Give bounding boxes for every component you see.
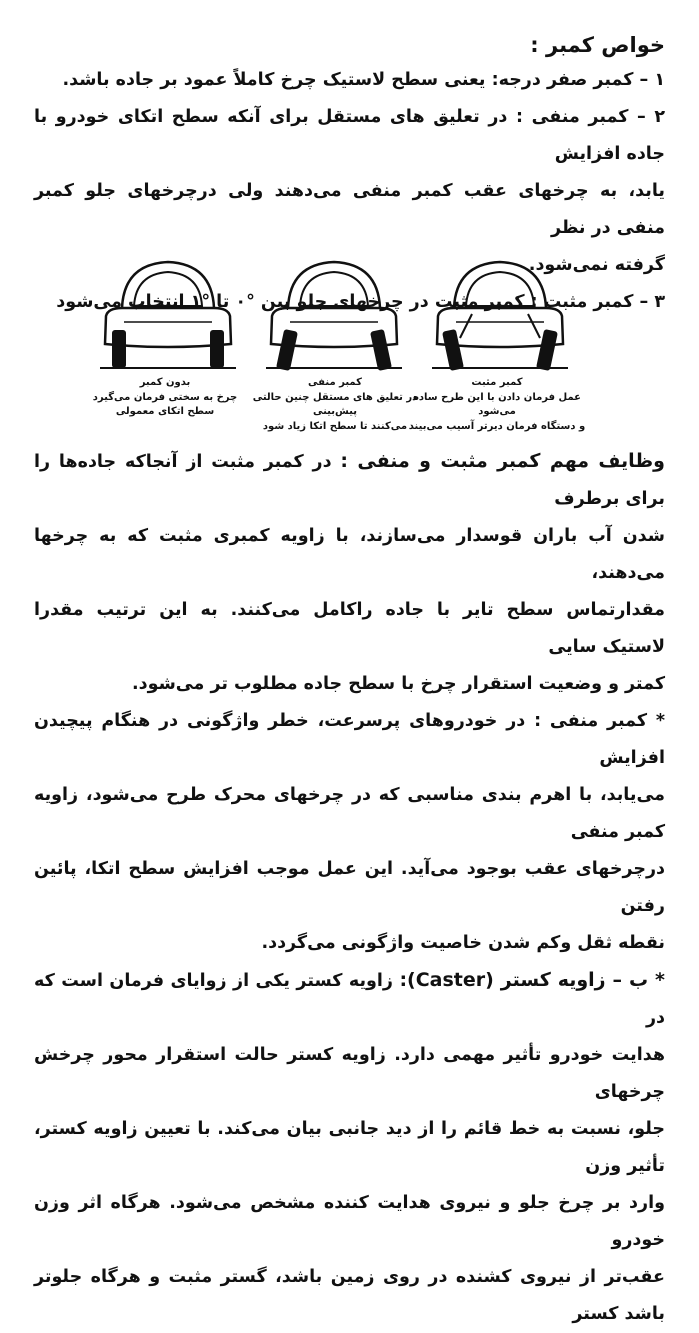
section-lead-caster: * ب – زاویه کستر (Caster): <box>399 969 665 991</box>
heading-camber-properties: خواص کمبر : <box>530 33 665 57</box>
text-line: گرفته نمی‌شود. <box>528 255 665 275</box>
text-line <box>34 962 665 1037</box>
caption-positive-camber <box>402 376 592 434</box>
text-line: نقطه ثقل وکم شدن خاصیت واژگونی می‌گردد. <box>261 933 665 953</box>
caption-line: در تعلیق های مستقل چنین حالتی پیش‌بینی <box>252 391 418 417</box>
caption-line: عمل فرمان دادن با این طرح ساده می‌شود <box>413 391 581 417</box>
text-line: ۱ – کمبر صفر درجه: یعنی سطح لاستیک چرخ کاملاً عمود بر جاده باشد. <box>62 70 665 90</box>
text-line: درچرخهای عقب بوجود می‌آید. این عمل موجب افزایش سطح اتکا، پائین رفتن <box>34 859 665 916</box>
text-line: جلو، نسبت به خط قائم را از دید جانبی بیان می‌کند. با تعیین زاویه کستر، تأثیر وزن <box>34 1119 665 1176</box>
text-line: هدایت خودرو تأثیر مهمی دارد. زاویه کستر حالت استقرار محور چرخش چرخهای <box>34 1045 665 1102</box>
text-line: * کمبر منفی : در خودروهای پرسرعت، خطر واژگونی در هنگام پیچیدن افزایش <box>34 711 665 768</box>
car-no-camber-illustration <box>100 254 236 372</box>
caption-line: سطح اتکای معمولی <box>115 406 215 417</box>
text-span: در کمبر مثبت از آنجاکه جاده‌ها را برای برطرف <box>34 452 665 509</box>
car-positive-camber-illustration <box>432 254 568 372</box>
caption-line: می‌کنند تا سطح اتکا زیاد شود <box>262 420 408 432</box>
text-span: زاویه کستر یکی از زوایای فرمان است که در <box>34 971 665 1028</box>
caption-line: چرخ به سختی فرمان می‌گیرد <box>92 391 238 403</box>
text-line: وارد بر چرخ جلو و نیروی هدایت کننده مشخص می‌شود. هرگاه اثر وزن خودرو <box>34 1193 665 1250</box>
text-line: می‌یابد، با اهرم بندی مناسبی که در چرخهای محرک طرح می‌شود، زاویه کمبر منفی <box>34 785 665 842</box>
caption-no-camber <box>70 376 260 420</box>
text-line <box>34 443 665 518</box>
text-line: شدن آب باران قوسدار می‌سازند، با زاویه کمبری مثبت که به چرخها می‌دهند، <box>34 526 665 583</box>
caption-title: کمبر منفی <box>308 377 362 388</box>
car-negative-camber-illustration <box>266 254 402 372</box>
caption-title: بدون کمبر <box>139 377 191 388</box>
body-text <box>34 443 665 1333</box>
section-lead-camber-functions: وظایف مهم کمبر مثبت و منفی : <box>340 450 665 472</box>
caption-negative-camber <box>240 376 430 434</box>
caption-title: کمبر مثبت <box>471 377 523 388</box>
text-line: ۲ – کمبر منفی : در تعلیق های مستقل برای آنکه سطح اتکای خودرو با جاده افزایش <box>34 107 665 164</box>
text-line: عقب‌تر از نیروی کشنده در روی زمین باشد، گستر مثبت و هرگاه جلوتر باشد کستر <box>34 1267 665 1324</box>
text-line: ۳ – کمبر مثبت : کمبر مثبت در چرخهای جلو بین °۰ تا °۱ انتخاب می‌شود <box>56 292 665 312</box>
text-line: یابد، به چرخهای عقب کمبر منفی می‌دهند ولی درچرخهای جلو کمبر منفی در نظر <box>34 181 665 238</box>
text-line: کمتر و وضعیت استقرار چرخ با سطح جاده مطلوب تر می‌شود. <box>132 674 665 694</box>
text-line: مقدارتماس سطح تایر با جاده راکامل می‌کنند. به این ترتیب مقدرا لاستیک سایی <box>34 600 665 657</box>
caption-line: و دستگاه فرمان دیرتر آسیب می‌بیند <box>408 420 586 432</box>
camber-figure <box>0 246 699 446</box>
